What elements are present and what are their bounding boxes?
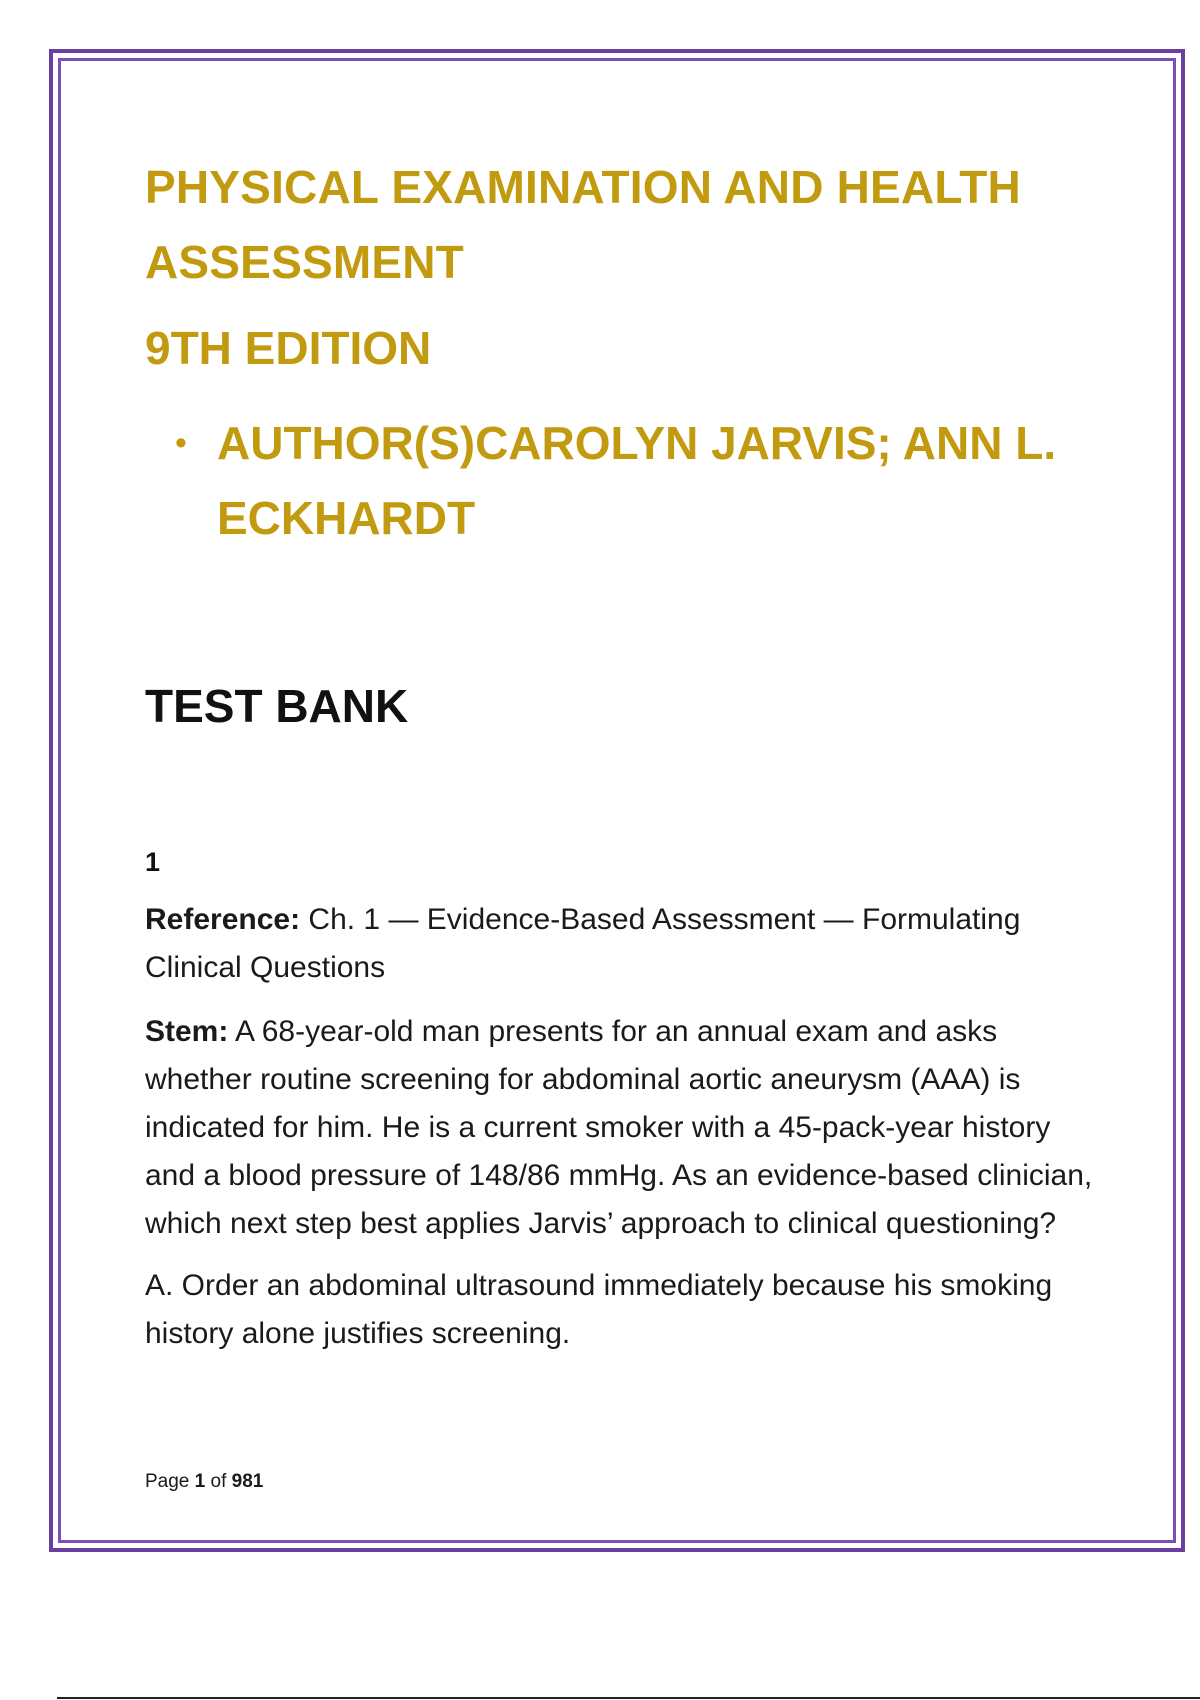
answer-option-a: A. Order an abdominal ultrasound immediately because his smoking history alone justifies screening. (145, 1269, 1053, 1350)
of-word: of (210, 1471, 227, 1492)
page-content (145, 150, 1095, 1358)
bullet-icon: • (175, 424, 187, 462)
document-title-line-1: PHYSICAL EXAMINATION AND HEALTH (145, 161, 1021, 213)
stem-label: Stem: (145, 1015, 229, 1048)
document-title (145, 150, 1095, 300)
stem-text: A 68-year-old man presents for an annual exam and asks whether routine screening for abdominal aortic aneurysm (AAA) is indicated for him. He is a current smoker with a 45-pack-year history and a blood pressure of 148/86 mmHg. As an evidence-based clinician, which next step best applies Jarvis’ approach to clinical questioning? (145, 1015, 1093, 1240)
authors-line-2: ECKHARDT (217, 492, 476, 544)
reference-text: Ch. 1 — Evidence-Based Assessment — Formulating Clinical Questions (145, 903, 1021, 984)
reference-label: Reference: (145, 903, 301, 936)
authors-line-1: AUTHOR(S)CAROLYN JARVIS; ANN L. (217, 417, 1057, 469)
section-heading: TEST BANK (145, 680, 409, 732)
total-pages: 981 (231, 1471, 264, 1492)
document-edition: 9TH EDITION (145, 322, 432, 374)
question-reference (145, 896, 1095, 992)
document-title-line-2: ASSESSMENT (145, 236, 464, 288)
question-stem (145, 1008, 1095, 1248)
current-page: 1 (194, 1471, 206, 1492)
page-word: Page (145, 1471, 190, 1492)
bottom-divider (57, 1697, 1200, 1699)
document-authors (217, 406, 1095, 556)
author-list-item (145, 406, 1095, 556)
question-number: 1 (145, 847, 161, 877)
page-number (145, 1471, 263, 1493)
